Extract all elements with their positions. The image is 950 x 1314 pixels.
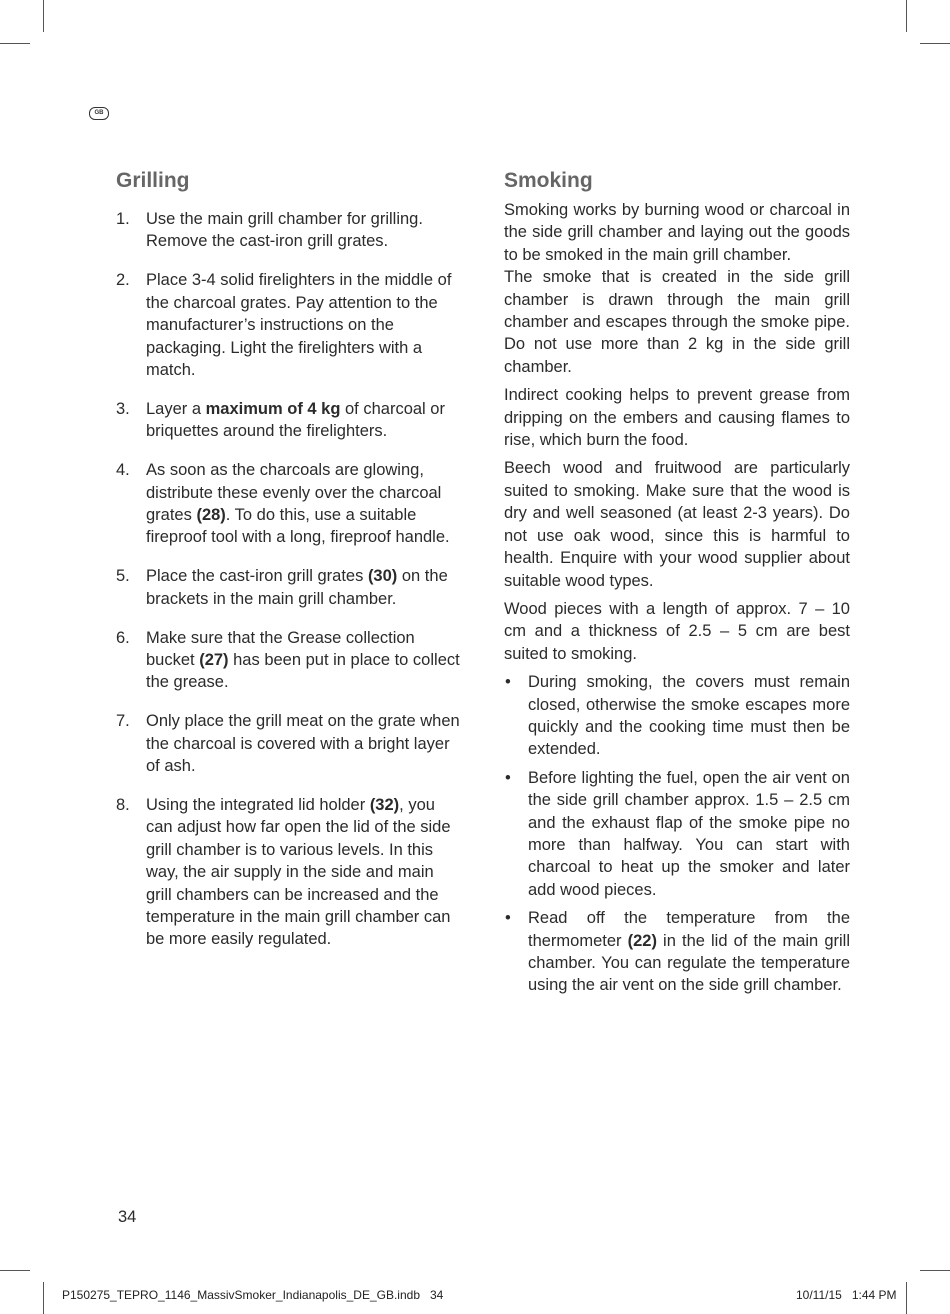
text-run: Before lighting the fuel, open the air vent on the side grill chamber approx. 1.5 – 2.5 cm and the exhaust flap of the smoke pipe no more than halfway. You can start with charcoal to heat up the smoker and later add wood pieces. bbox=[528, 768, 850, 899]
text-run: Make sure that the Grease collection bucket bbox=[146, 628, 415, 669]
grilling-step bbox=[116, 627, 462, 694]
crop-mark bbox=[0, 43, 30, 44]
text-run: During smoking, the covers must remain closed, otherwise the smoke escapes more quickly and the cooking time must then be extended. bbox=[528, 673, 850, 759]
step-number: 2. bbox=[116, 271, 130, 290]
smoking-tips bbox=[504, 671, 850, 997]
step-number: 7. bbox=[116, 712, 130, 731]
grilling-step bbox=[116, 710, 462, 777]
step-number: 3. bbox=[116, 399, 130, 418]
grilling-step bbox=[116, 398, 462, 443]
text-run: Using the integrated lid holder bbox=[146, 796, 370, 815]
text-run: has been put in place to collect the grease. bbox=[146, 651, 460, 692]
crop-mark bbox=[43, 1282, 44, 1314]
step-number: 4. bbox=[116, 461, 130, 480]
text-run: As soon as the charcoals are glowing, distribute these evenly over the charcoal grates bbox=[146, 461, 442, 524]
text-run: , you can adjust how far open the lid of the side grill chamber is to various levels. In this way, the air supply in the side and main grill chambers can be increased and the temperature in the main grill chamber can be more easily regulated. bbox=[146, 796, 451, 949]
text-run: Only place the grill meat on the grate when the charcoal is covered with a bright layer of ash. bbox=[146, 712, 460, 776]
bold-reference: (27) bbox=[199, 651, 229, 669]
smoking-paragraph: Beech wood and fruitwood are particularly suited to smoking. Make sure that the wood is dry and well seasoned (at least 2-3 years). Do not use oak wood, since this is harmful to health. Enquire with your wood supplier about suitable wood types. bbox=[504, 459, 850, 590]
crop-mark bbox=[920, 43, 950, 44]
bold-reference: (30) bbox=[367, 567, 398, 586]
smoking-heading: Smoking bbox=[504, 169, 593, 192]
smoking-paragraph: Wood pieces with a length of approx. 7 – 10 cm and a thickness of 2.5 – 5 cm are best suited to smoking. bbox=[504, 599, 850, 663]
text-run: on the brackets in the main grill chamber. bbox=[146, 567, 448, 608]
step-number: 5. bbox=[116, 567, 130, 586]
step-number: 1. bbox=[116, 210, 130, 228]
crop-mark bbox=[920, 1270, 950, 1271]
grilling-step bbox=[116, 565, 462, 610]
bold-reference: (22) bbox=[627, 931, 657, 950]
step-number: 8. bbox=[116, 796, 130, 815]
text-run: of charcoal or briquettes around the firelighters. bbox=[146, 399, 445, 441]
text-run: Place the cast-iron grill grates bbox=[146, 567, 368, 586]
print-slug-filename: P150275_TEPRO_1146_MassivSmoker_Indianapolis_DE_GB.indb 34 bbox=[62, 1288, 444, 1302]
text-run: Use the main grill chamber for grilling. Remove the cast-iron grill grates. bbox=[146, 210, 423, 251]
smoking-paragraph: The smoke that is created in the side grill chamber is drawn through the main grill chamber and escapes through the smoke pipe. Do not use more than 2 kg in the side grill chamber. bbox=[504, 268, 850, 376]
grilling-step bbox=[116, 208, 462, 253]
smoking-column bbox=[504, 168, 850, 1003]
bold-reference: (32) bbox=[369, 796, 400, 815]
step-number: 6. bbox=[116, 628, 130, 647]
text-run: Place 3-4 solid firelighters in the middle of the charcoal grates. Pay attention to the manufacturer’s instructions on the packaging. Light the firelighters with a match. bbox=[146, 271, 452, 379]
grilling-steps bbox=[116, 208, 462, 951]
crop-mark bbox=[906, 1282, 907, 1314]
language-badge: GB bbox=[89, 107, 109, 120]
text-run: . To do this, use a suitable fireproof tool with a long, fireproof handle. bbox=[146, 505, 450, 547]
print-slug-date: 10/11/15 1:44 PM bbox=[796, 1288, 897, 1302]
bullet-icon: • bbox=[505, 768, 511, 787]
text-run: in the lid of the main grill chamber. You can regulate the temperature using the air vent on the side grill chamber. bbox=[528, 931, 850, 995]
grilling-step bbox=[116, 794, 462, 951]
crop-mark bbox=[0, 1270, 30, 1271]
bullet-icon: • bbox=[505, 909, 511, 928]
bold-reference: (28) bbox=[196, 505, 226, 524]
grilling-step bbox=[116, 269, 462, 381]
smoking-paragraph: Smoking works by burning wood or charcoal in the side grill chamber and laying out the goods to be smoked in the main grill chamber. bbox=[504, 201, 850, 264]
text-run: Layer a bbox=[146, 399, 206, 418]
bold-reference: maximum of 4 kg bbox=[205, 399, 341, 418]
grilling-heading: Grilling bbox=[116, 169, 190, 192]
crop-mark bbox=[906, 0, 907, 32]
crop-mark bbox=[43, 0, 44, 32]
smoking-paragraph: Indirect cooking helps to prevent grease from dripping on the embers and causing flames to rise, which burn the food. bbox=[504, 386, 850, 450]
smoking-tip bbox=[504, 767, 850, 901]
smoking-tip bbox=[504, 907, 850, 997]
page-number: 34 bbox=[118, 1208, 137, 1226]
grilling-column bbox=[116, 168, 462, 967]
text-run: Read off the temperature from the thermometer bbox=[528, 909, 850, 950]
grilling-step bbox=[116, 459, 462, 549]
bullet-icon: • bbox=[505, 673, 511, 692]
smoking-tip bbox=[504, 671, 850, 761]
